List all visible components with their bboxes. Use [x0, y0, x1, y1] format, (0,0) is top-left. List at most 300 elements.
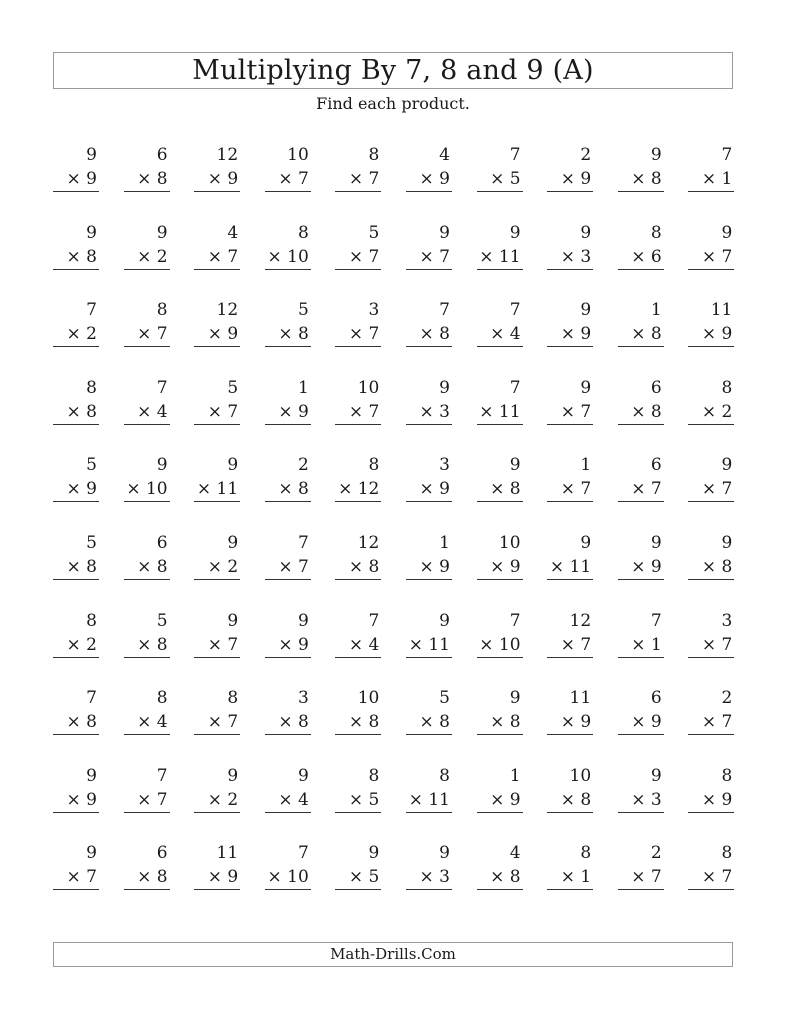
problem-item: [547, 143, 593, 221]
problem-multiplier: × 9: [53, 788, 99, 813]
problem-item: [194, 221, 240, 299]
problem-top-number: 9: [580, 300, 592, 321]
problem-item: [53, 221, 99, 299]
problem-multiplier: × 8: [265, 477, 311, 502]
problem-top-number: 7: [509, 610, 521, 631]
problem-top-number: 6: [156, 532, 168, 553]
problem-item: [477, 531, 523, 609]
problem-multiplier: × 7: [53, 865, 99, 890]
problem-top-number: 8: [156, 688, 168, 709]
problem-top-number: 8: [297, 222, 309, 243]
problem-item: [477, 841, 523, 919]
problem-top-number: 9: [156, 222, 168, 243]
problem-top-number: 7: [721, 145, 733, 165]
problem-item: [477, 609, 523, 687]
problem-top-number: 9: [227, 455, 239, 476]
problem-multiplier: × 9: [406, 167, 452, 192]
problem-multiplier: × 3: [618, 788, 664, 813]
problem-item: [265, 686, 311, 764]
problem-multiplier: × 9: [53, 167, 99, 192]
problem-multiplier: × 8: [477, 710, 523, 735]
problem-top-number: 9: [509, 455, 521, 476]
problem-item: [477, 453, 523, 531]
problem-top-number: 9: [86, 222, 97, 243]
problem-multiplier: × 7: [335, 400, 381, 425]
problem-item: [406, 841, 452, 919]
problem-top-number: 9: [227, 532, 239, 553]
problem-item: [547, 531, 593, 609]
problem-multiplier: × 9: [53, 477, 99, 502]
problem-top-number: 3: [297, 688, 309, 709]
problem-multiplier: × 7: [335, 167, 381, 192]
problem-multiplier: × 10: [477, 633, 523, 658]
problem-multiplier: × 5: [335, 788, 381, 813]
problem-top-number: 9: [86, 145, 97, 165]
problem-top-number: 2: [721, 688, 733, 709]
problem-multiplier: × 8: [688, 555, 734, 580]
problem-top-number: 1: [297, 377, 309, 398]
problem-multiplier: × 7: [194, 400, 240, 425]
problem-multiplier: × 8: [265, 322, 311, 347]
problem-item: [124, 143, 170, 221]
problem-multiplier: × 9: [547, 710, 593, 735]
problem-multiplier: × 7: [194, 710, 240, 735]
problem-grid: [53, 143, 735, 919]
problem-top-number: 6: [650, 455, 662, 476]
problem-multiplier: × 1: [688, 167, 734, 192]
problem-item: [194, 531, 240, 609]
problem-multiplier: × 7: [547, 477, 593, 502]
problem-item: [406, 531, 452, 609]
problem-multiplier: × 8: [618, 322, 664, 347]
problem-top-number: 8: [368, 765, 380, 786]
problem-top-number: 3: [439, 455, 450, 476]
problem-top-number: 9: [721, 532, 733, 553]
problem-item: [688, 453, 734, 531]
problem-top-number: 12: [357, 532, 380, 553]
problem-top-number: 10: [357, 377, 380, 398]
problem-top-number: 8: [368, 145, 380, 165]
problem-top-number: 6: [156, 843, 168, 864]
problem-item: [335, 453, 381, 531]
problem-multiplier: × 10: [124, 477, 170, 502]
problem-multiplier: × 3: [406, 865, 452, 890]
problem-multiplier: × 7: [335, 245, 381, 270]
problem-item: [477, 298, 523, 376]
problem-multiplier: × 7: [688, 710, 734, 735]
problem-multiplier: × 9: [688, 322, 734, 347]
problem-item: [265, 221, 311, 299]
problem-top-number: 8: [86, 377, 97, 398]
problem-item: [547, 453, 593, 531]
problem-multiplier: × 7: [688, 633, 734, 658]
problem-top-number: 7: [439, 300, 450, 321]
problem-multiplier: × 9: [265, 633, 311, 658]
problem-multiplier: × 9: [406, 555, 452, 580]
problem-item: [335, 764, 381, 842]
problem-top-number: 9: [439, 222, 450, 243]
problem-multiplier: × 2: [688, 400, 734, 425]
problem-item: [618, 221, 664, 299]
problem-item: [618, 764, 664, 842]
problem-top-number: 2: [580, 145, 592, 165]
problem-item: [547, 376, 593, 454]
problem-top-number: 8: [580, 843, 592, 864]
problem-multiplier: × 7: [688, 865, 734, 890]
problem-item: [406, 376, 452, 454]
problem-item: [618, 609, 664, 687]
problem-top-number: 9: [439, 610, 450, 631]
problem-item: [124, 764, 170, 842]
problem-item: [406, 686, 452, 764]
problem-top-number: 7: [297, 843, 309, 864]
problem-item: [688, 531, 734, 609]
problem-top-number: 8: [721, 843, 733, 864]
problem-multiplier: × 2: [53, 322, 99, 347]
problem-multiplier: × 8: [53, 555, 99, 580]
problem-item: [618, 453, 664, 531]
problem-top-number: 9: [580, 532, 592, 553]
problem-top-number: 5: [156, 610, 168, 631]
problem-item: [547, 609, 593, 687]
problem-item: [124, 298, 170, 376]
problem-item: [194, 764, 240, 842]
problem-item: [124, 841, 170, 919]
problem-multiplier: × 8: [124, 633, 170, 658]
problem-top-number: 7: [297, 532, 309, 553]
problem-multiplier: × 2: [194, 555, 240, 580]
problem-item: [53, 609, 99, 687]
problem-multiplier: × 11: [477, 400, 523, 425]
problem-top-number: 3: [721, 610, 733, 631]
problem-top-number: 5: [86, 532, 97, 553]
problem-multiplier: × 7: [335, 322, 381, 347]
problem-multiplier: × 9: [194, 322, 240, 347]
problem-multiplier: × 9: [265, 400, 311, 425]
problem-multiplier: × 9: [547, 167, 593, 192]
problem-item: [265, 841, 311, 919]
problem-multiplier: × 9: [194, 865, 240, 890]
problem-multiplier: × 5: [335, 865, 381, 890]
problem-multiplier: × 8: [335, 710, 381, 735]
problem-item: [547, 298, 593, 376]
problem-top-number: 1: [580, 455, 592, 476]
problem-top-number: 9: [297, 765, 309, 786]
problem-item: [194, 453, 240, 531]
problem-top-number: 9: [368, 843, 380, 864]
problem-top-number: 9: [227, 610, 239, 631]
problem-multiplier: × 9: [477, 555, 523, 580]
problem-multiplier: × 7: [547, 633, 593, 658]
problem-multiplier: × 9: [406, 477, 452, 502]
problem-top-number: 9: [156, 455, 168, 476]
problem-top-number: 8: [368, 455, 380, 476]
problem-multiplier: × 7: [547, 400, 593, 425]
problem-multiplier: × 11: [406, 633, 452, 658]
problem-top-number: 5: [439, 688, 450, 709]
problem-top-number: 9: [721, 455, 733, 476]
problem-item: [53, 686, 99, 764]
problem-multiplier: × 11: [194, 477, 240, 502]
problem-multiplier: × 7: [688, 477, 734, 502]
problem-item: [124, 376, 170, 454]
problem-top-number: 12: [216, 145, 239, 165]
problem-multiplier: × 4: [124, 400, 170, 425]
problem-item: [335, 143, 381, 221]
problem-top-number: 7: [509, 300, 521, 321]
problem-top-number: 9: [650, 765, 662, 786]
problem-multiplier: × 10: [265, 245, 311, 270]
problem-multiplier: × 7: [618, 865, 664, 890]
problem-item: [618, 686, 664, 764]
problem-item: [335, 298, 381, 376]
problem-multiplier: × 11: [547, 555, 593, 580]
problem-item: [53, 143, 99, 221]
problem-item: [477, 221, 523, 299]
problem-item: [265, 764, 311, 842]
worksheet-title: Multiplying By 7, 8 and 9 (A): [192, 55, 594, 86]
problem-top-number: 9: [721, 222, 733, 243]
problem-top-number: 7: [156, 765, 168, 786]
problem-multiplier: × 9: [547, 322, 593, 347]
problem-top-number: 9: [439, 843, 450, 864]
problem-item: [53, 531, 99, 609]
footer-text: Math-Drills.Com: [330, 945, 456, 963]
problem-item: [618, 841, 664, 919]
problem-multiplier: × 9: [688, 788, 734, 813]
problem-multiplier: × 10: [265, 865, 311, 890]
problem-item: [124, 531, 170, 609]
problem-item: [53, 298, 99, 376]
problem-item: [477, 686, 523, 764]
problem-item: [406, 143, 452, 221]
problem-multiplier: × 7: [124, 788, 170, 813]
problem-item: [477, 376, 523, 454]
problem-item: [265, 531, 311, 609]
problem-item: [194, 143, 240, 221]
problem-multiplier: × 8: [477, 477, 523, 502]
problem-multiplier: × 7: [194, 245, 240, 270]
problem-top-number: 7: [509, 377, 521, 398]
problem-top-number: 10: [287, 145, 309, 165]
problem-item: [477, 143, 523, 221]
problem-item: [53, 764, 99, 842]
problem-multiplier: × 7: [194, 633, 240, 658]
problem-item: [265, 453, 311, 531]
problem-multiplier: × 7: [124, 322, 170, 347]
problem-top-number: 9: [650, 145, 662, 165]
problem-item: [547, 221, 593, 299]
problem-item: [688, 841, 734, 919]
problem-top-number: 11: [216, 843, 239, 864]
problem-top-number: 9: [580, 222, 592, 243]
problem-multiplier: × 8: [477, 865, 523, 890]
problem-multiplier: × 7: [688, 245, 734, 270]
problem-item: [618, 298, 664, 376]
problem-item: [335, 841, 381, 919]
problem-item: [124, 609, 170, 687]
problem-multiplier: × 8: [618, 400, 664, 425]
problem-item: [194, 376, 240, 454]
problem-top-number: 5: [227, 377, 239, 398]
problem-multiplier: × 4: [477, 322, 523, 347]
problem-multiplier: × 8: [124, 555, 170, 580]
problem-top-number: 1: [650, 300, 662, 321]
instructions: Find each product.: [316, 94, 470, 113]
problem-multiplier: × 8: [53, 710, 99, 735]
problem-multiplier: × 2: [194, 788, 240, 813]
problem-top-number: 9: [439, 377, 450, 398]
worksheet-title-box: [53, 52, 733, 89]
problem-multiplier: × 8: [124, 865, 170, 890]
problem-item: [406, 453, 452, 531]
problem-multiplier: × 8: [618, 167, 664, 192]
problem-top-number: 7: [650, 610, 662, 631]
problem-top-number: 9: [509, 222, 521, 243]
problem-top-number: 9: [227, 765, 239, 786]
problem-top-number: 8: [156, 300, 168, 321]
problem-item: [688, 376, 734, 454]
problem-item: [688, 764, 734, 842]
problem-item: [688, 143, 734, 221]
problem-top-number: 6: [156, 145, 168, 165]
problem-multiplier: × 8: [53, 245, 99, 270]
problem-multiplier: × 4: [335, 633, 381, 658]
problem-top-number: 7: [86, 300, 97, 321]
problem-top-number: 9: [509, 688, 521, 709]
problem-item: [547, 686, 593, 764]
problem-top-number: 9: [580, 377, 592, 398]
problem-top-number: 8: [86, 610, 97, 631]
problem-top-number: 4: [439, 145, 450, 165]
problem-item: [265, 609, 311, 687]
problem-item: [688, 686, 734, 764]
problem-top-number: 7: [156, 377, 168, 398]
problem-top-number: 2: [297, 455, 309, 476]
problem-item: [688, 609, 734, 687]
problem-item: [194, 841, 240, 919]
problem-top-number: 9: [650, 532, 662, 553]
problem-top-number: 10: [498, 532, 521, 553]
problem-multiplier: × 3: [406, 400, 452, 425]
problem-multiplier: × 1: [547, 865, 593, 890]
problem-top-number: 9: [297, 610, 309, 631]
problem-item: [335, 221, 381, 299]
problem-top-number: 9: [86, 765, 97, 786]
problem-multiplier: × 9: [194, 167, 240, 192]
footer-box: [53, 942, 733, 967]
problem-multiplier: × 8: [265, 710, 311, 735]
problem-multiplier: × 8: [124, 167, 170, 192]
problem-item: [406, 764, 452, 842]
problem-top-number: 3: [368, 300, 380, 321]
problem-multiplier: × 9: [618, 555, 664, 580]
problem-multiplier: × 8: [547, 788, 593, 813]
problem-item: [53, 841, 99, 919]
problem-multiplier: × 9: [477, 788, 523, 813]
problem-multiplier: × 7: [406, 245, 452, 270]
problem-multiplier: × 7: [265, 167, 311, 192]
problem-item: [618, 143, 664, 221]
problem-item: [547, 764, 593, 842]
problem-multiplier: × 3: [547, 245, 593, 270]
problem-multiplier: × 8: [406, 710, 452, 735]
problem-multiplier: × 1: [618, 633, 664, 658]
problem-top-number: 10: [357, 688, 380, 709]
problem-top-number: 1: [439, 532, 450, 553]
problem-item: [477, 764, 523, 842]
problem-top-number: 7: [86, 688, 97, 709]
problem-multiplier: × 6: [618, 245, 664, 270]
problem-top-number: 8: [439, 765, 450, 786]
problem-multiplier: × 11: [406, 788, 452, 813]
problem-top-number: 11: [569, 688, 592, 709]
problem-item: [688, 298, 734, 376]
problem-top-number: 9: [86, 843, 97, 864]
problem-item: [124, 221, 170, 299]
problem-top-number: 6: [650, 688, 662, 709]
problem-item: [124, 686, 170, 764]
problem-item: [335, 609, 381, 687]
problem-item: [265, 298, 311, 376]
problem-top-number: 8: [227, 688, 239, 709]
problem-top-number: 8: [721, 765, 733, 786]
problem-multiplier: × 2: [124, 245, 170, 270]
problem-top-number: 12: [569, 610, 592, 631]
problem-top-number: 4: [509, 843, 521, 864]
problem-top-number: 6: [650, 377, 662, 398]
problem-top-number: 4: [227, 222, 239, 243]
problem-top-number: 12: [216, 300, 239, 321]
problem-item: [194, 609, 240, 687]
problem-item: [124, 453, 170, 531]
problem-multiplier: × 7: [265, 555, 311, 580]
problem-item: [618, 531, 664, 609]
problem-item: [53, 453, 99, 531]
problem-top-number: 8: [721, 377, 733, 398]
problem-multiplier: × 12: [335, 477, 381, 502]
problem-multiplier: × 5: [477, 167, 523, 192]
problem-top-number: 5: [297, 300, 309, 321]
problem-top-number: 2: [650, 843, 662, 864]
problem-multiplier: × 7: [618, 477, 664, 502]
problem-multiplier: × 11: [477, 245, 523, 270]
problem-multiplier: × 4: [124, 710, 170, 735]
problem-multiplier: × 2: [53, 633, 99, 658]
problem-item: [335, 531, 381, 609]
problem-multiplier: × 8: [335, 555, 381, 580]
problem-top-number: 5: [86, 455, 97, 476]
problem-item: [53, 376, 99, 454]
problem-item: [335, 376, 381, 454]
problem-item: [688, 221, 734, 299]
problem-top-number: 1: [509, 765, 521, 786]
problem-item: [265, 143, 311, 221]
problem-item: [618, 376, 664, 454]
problem-top-number: 7: [509, 145, 521, 165]
problem-item: [335, 686, 381, 764]
problem-item: [265, 376, 311, 454]
problem-top-number: 7: [368, 610, 380, 631]
problem-multiplier: × 4: [265, 788, 311, 813]
problem-item: [194, 298, 240, 376]
problem-multiplier: × 8: [406, 322, 452, 347]
problem-item: [547, 841, 593, 919]
problem-top-number: 11: [710, 300, 733, 321]
problem-multiplier: × 8: [53, 400, 99, 425]
problem-item: [194, 686, 240, 764]
problem-top-number: 10: [569, 765, 592, 786]
